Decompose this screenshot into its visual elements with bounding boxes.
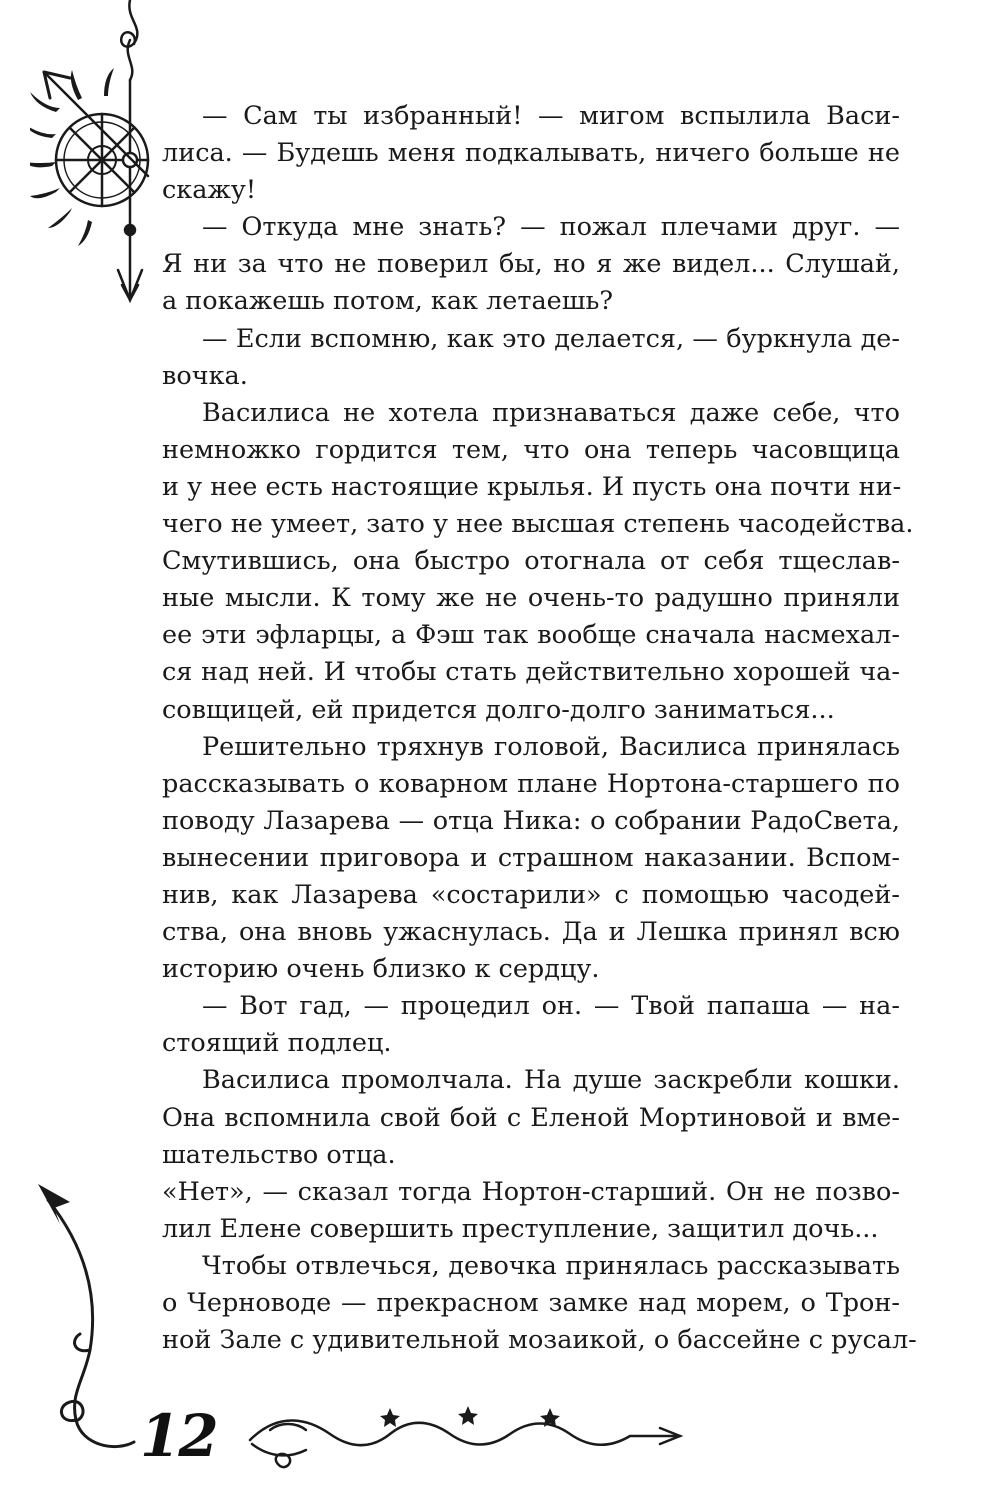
text-line: немножко гордится тем, что она теперь часовщица — [162, 434, 900, 465]
text-line: — Вот гад, — процедил он. — Твой папаша — на- — [202, 991, 900, 1022]
text-line: Она вспомнила свой бой с Еленой Мортиновой и вме- — [162, 1102, 900, 1133]
text-line: шательство отца. — [162, 1139, 396, 1170]
text-line: Василиса не хотела признаваться даже себе, что — [202, 397, 900, 428]
text-line: стоящий подлец. — [162, 1028, 392, 1059]
text-line: ее эти эфларцы, а Фэш так вообще сначала насмехал- — [162, 620, 900, 651]
text-line: — Откуда мне знать? — пожал плечами друг. — — [202, 212, 900, 243]
text-line: скажу! — [162, 175, 257, 206]
wave-stars-icon — [240, 1400, 720, 1480]
text-line: Смутившись, она быстро отогнала от себя тщеслав- — [162, 546, 900, 577]
text-line: историю очень близко к сердцу. — [162, 954, 600, 985]
text-line: лиса. — Будешь меня подкалывать, ничего больше не — [162, 138, 900, 169]
text-line: Чтобы отвлечься, девочка принялась рассказывать — [202, 1250, 900, 1281]
arrow-swirl-icon — [30, 1180, 150, 1480]
body-text — [162, 98, 917, 1359]
text-line: вочка. — [162, 360, 248, 391]
text-line: лил Елене совершить преступление, защитил дочь... — [162, 1213, 879, 1244]
text-line: о Черноводе — прекрасном замке над морем, о Трон- — [162, 1288, 900, 1318]
text-line: Я ни за что не поверил бы, но я же видел... Слушай, — [162, 249, 900, 280]
text-line: вынесении приговора и страшном наказании. Вспом- — [162, 842, 900, 873]
text-line: поводу Лазарева — отца Ника: о собрании РадоСвета, — [162, 805, 900, 836]
text-line: и у нее есть настоящие крылья. И пусть она почти ни- — [162, 471, 902, 502]
text-line: совщицей, ей придется долго-долго заниматься... — [162, 694, 835, 725]
text-line: — Сам ты избранный! — мигом вспылила Васи- — [202, 101, 900, 131]
text-line: нив, как Лазарева «состарили» с помощью часодей- — [162, 879, 900, 910]
text-line: а покажешь потом, как летаешь? — [162, 286, 614, 317]
text-line: — Если вспомню, как это делается, — буркнула де- — [202, 323, 900, 354]
text-line: ной Зале с удивительной мозаикой, о бассейне с русал- — [162, 1325, 917, 1356]
text-line: «Нет», — сказал тогда Нортон-старший. Он не позво- — [162, 1176, 900, 1207]
text-line: ные мысли. К тому же не очень-то радушно приняли — [162, 583, 900, 614]
compass-sun-icon — [30, 0, 170, 320]
text-line: Решительно тряхнув головой, Василиса принялась — [202, 731, 900, 762]
page-number: 12 — [140, 1402, 217, 1470]
text-line: ся над ней. И чтобы стать действительно хорошей ча- — [162, 657, 900, 688]
text-line: рассказывать о коварном плане Нортона-старшего по — [162, 768, 900, 799]
text-line: ства, она вновь ужаснулась. Да и Лешка принял всю — [162, 917, 900, 948]
text-line: чего не умеет, зато у нее высшая степень часодейства. — [162, 509, 914, 540]
text-line: Василиса промолчала. На душе заскребли кошки. — [202, 1065, 900, 1096]
